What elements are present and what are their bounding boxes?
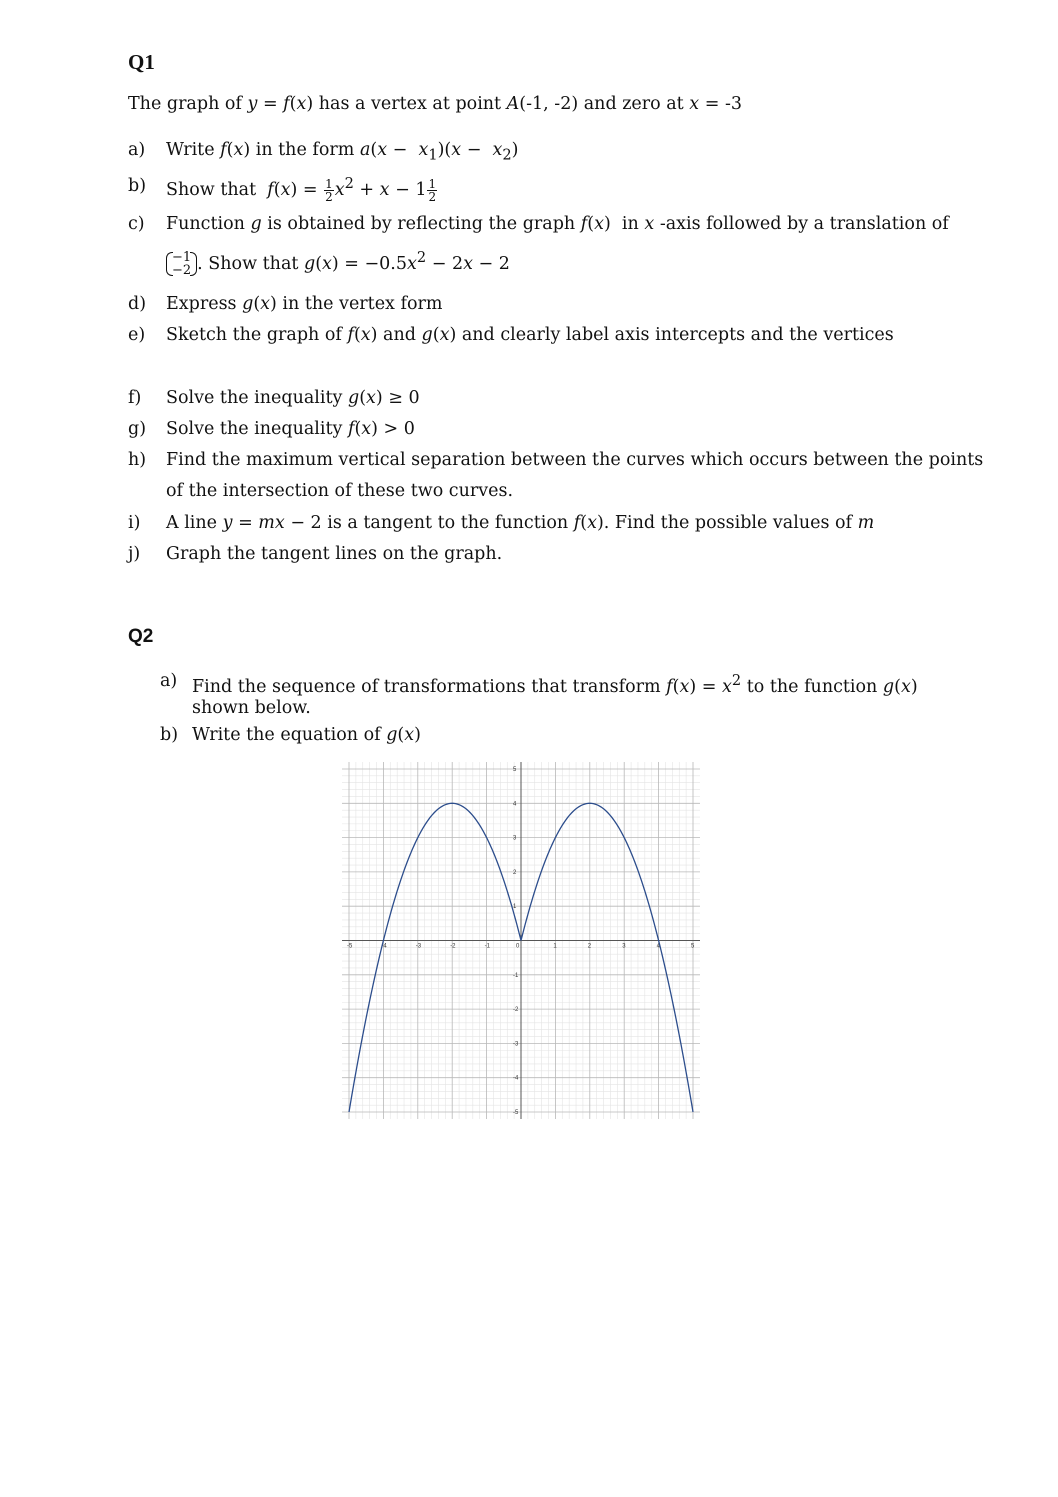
part-c-text-2: is obtained by reflecting the graph bbox=[267, 214, 576, 234]
part-a-text: Write bbox=[166, 140, 215, 160]
y-tick-label: 1 bbox=[513, 904, 517, 911]
part-e-text: Sketch the graph of bbox=[166, 325, 342, 345]
part-label: d) bbox=[128, 294, 147, 314]
q2-part-a-line2: shown below. bbox=[192, 698, 311, 718]
translation-vector: −1 −2 bbox=[166, 251, 197, 277]
function-graph bbox=[342, 762, 700, 1119]
x-tick-label: 1 bbox=[553, 943, 557, 950]
part-d-text: Express bbox=[166, 294, 237, 314]
intro-point: (-1, -2) and zero at bbox=[519, 94, 690, 114]
part-e-and: and bbox=[383, 325, 416, 345]
part-b-text: Show that bbox=[166, 179, 257, 200]
x-tick-label: -5 bbox=[347, 943, 353, 950]
part-label: j) bbox=[128, 544, 141, 564]
part-h-text: Find the maximum vertical separation between the curves which occurs between the points bbox=[166, 450, 984, 470]
intro-text: The graph of bbox=[128, 94, 248, 114]
intro-text-2: has a vertex at point bbox=[313, 94, 507, 114]
x-tick-label: -3 bbox=[415, 943, 422, 950]
part-label: g) bbox=[128, 419, 147, 439]
part-label: a) bbox=[160, 671, 178, 691]
y-tick-label: 5 bbox=[513, 767, 517, 773]
part-label: f) bbox=[128, 388, 142, 408]
y-tick-label: -1 bbox=[513, 972, 519, 979]
part-label: e) bbox=[128, 325, 146, 345]
part-label: b) bbox=[128, 176, 147, 196]
y-tick-label: -5 bbox=[513, 1110, 519, 1116]
x-tick-label: 5 bbox=[691, 943, 695, 950]
part-label: h) bbox=[128, 450, 147, 470]
q1-intro: The graph of y = f(x) has a vertex at point A(-1, -2) and zero at x = -3 bbox=[128, 94, 742, 114]
x-tick-label: -1 bbox=[484, 943, 490, 950]
part-g-text: Solve the inequality bbox=[166, 419, 343, 439]
part-d-text-2: in the vertex form bbox=[282, 294, 443, 314]
x-tick-label: 2 bbox=[587, 943, 592, 950]
y-tick-label: -4 bbox=[513, 1075, 519, 1082]
y-tick-label: -3 bbox=[513, 1041, 519, 1048]
part-c-show: . Show that bbox=[197, 253, 299, 274]
q1-heading: Q1 bbox=[128, 50, 155, 74]
part-e-text-2: and clearly label axis intercepts and the vertices bbox=[461, 325, 894, 345]
q2-part-b-text: Write the equation of bbox=[192, 725, 381, 745]
part-j-text: Graph the tangent lines on the graph. bbox=[166, 544, 503, 564]
q1-part-c-line2: −1 −2 . Show that $g(x) = -0.5x^2 - 2x - 2$ bbox=[166, 247, 510, 277]
q2-heading: Q2 bbox=[128, 626, 154, 647]
part-label: i) bbox=[128, 513, 141, 533]
part-i-text-2: is a tangent to the function bbox=[327, 513, 569, 533]
part-c-text-3: in bbox=[621, 214, 639, 234]
part-label: c) bbox=[128, 214, 145, 234]
y-tick-label: 2 bbox=[513, 869, 517, 876]
x-tick-label: -2 bbox=[450, 943, 456, 950]
q1-part-h-line2: of the intersection of these two curves. bbox=[166, 481, 514, 501]
part-c-text: Function bbox=[166, 214, 245, 234]
part-c-text-4: -axis followed by a translation of bbox=[659, 214, 949, 234]
part-f-text: Solve the inequality bbox=[166, 388, 343, 408]
y-tick-label: 4 bbox=[513, 801, 517, 808]
part-a-text-2: in the form bbox=[255, 140, 355, 160]
y-tick-label: 3 bbox=[513, 835, 517, 842]
x-tick-label: 4 bbox=[656, 943, 660, 950]
q2-part-a-text: Find the sequence of transformations that transform bbox=[192, 676, 661, 697]
x-tick-label: -4 bbox=[381, 943, 387, 950]
x-tick-label: 3 bbox=[622, 943, 626, 950]
x-tick-label: 0 bbox=[516, 943, 520, 950]
part-i-text-3: . Find the possible values of bbox=[603, 513, 853, 533]
part-label: a) bbox=[128, 140, 146, 160]
part-label: b) bbox=[160, 725, 179, 745]
y-tick-label: -2 bbox=[513, 1007, 519, 1014]
intro-zero: = -3 bbox=[699, 94, 742, 114]
q2-part-a-text-2: to the function bbox=[746, 676, 878, 697]
part-i-text: A line bbox=[166, 513, 218, 533]
